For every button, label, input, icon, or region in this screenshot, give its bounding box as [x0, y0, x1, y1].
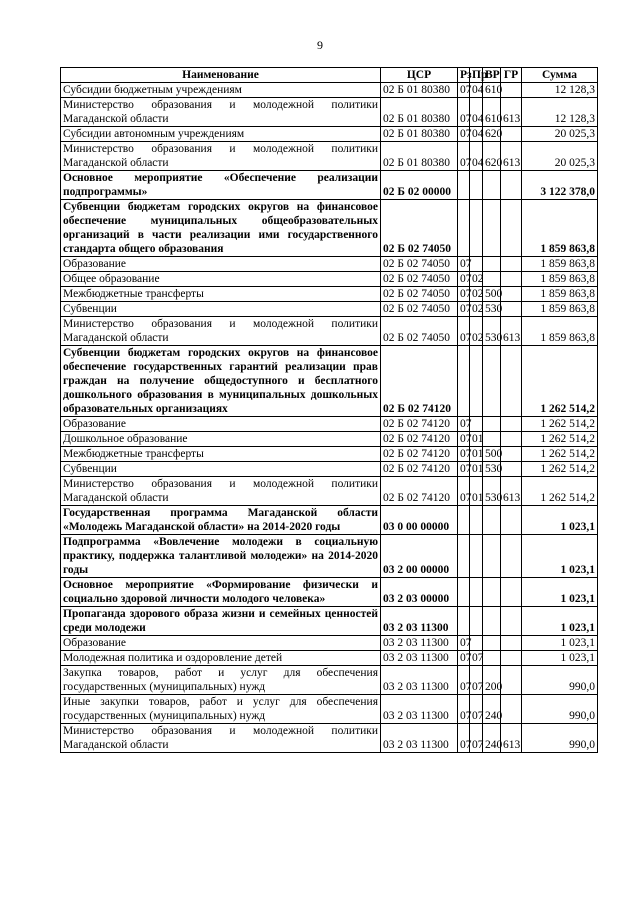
table-row	[61, 127, 598, 142]
table-row	[61, 171, 598, 200]
row-ministry-code	[501, 578, 522, 607]
row-expense-type-code	[483, 200, 501, 257]
row-expense-type-code	[483, 651, 501, 666]
row-section-code: 07	[458, 636, 470, 651]
row-expense-type-code	[483, 346, 501, 417]
table-row	[61, 83, 598, 98]
table-row	[61, 535, 598, 578]
row-amount: 1 023,1	[522, 651, 598, 666]
row-ministry-code	[501, 636, 522, 651]
row-amount: 1 023,1	[522, 607, 598, 636]
row-amount: 1 859 863,8	[522, 257, 598, 272]
row-amount: 20 025,3	[522, 142, 598, 171]
row-ministry-code	[501, 417, 522, 432]
row-amount: 1 859 863,8	[522, 287, 598, 302]
row-ministry-code	[501, 447, 522, 462]
row-csr-code: 02 Б 02 74050	[381, 257, 458, 272]
column-header-rz: Рз	[458, 68, 470, 83]
table-row	[61, 432, 598, 447]
row-expense-type-code: 530	[483, 462, 501, 477]
row-expense-type-code: 530	[483, 477, 501, 506]
row-expense-type-code: 530	[483, 302, 501, 317]
row-section-code	[458, 200, 470, 257]
row-expense-type-code: 500	[483, 287, 501, 302]
row-name: Субсидии бюджетным учреждениям	[61, 83, 381, 98]
row-csr-code: 03 2 03 11300	[381, 651, 458, 666]
row-subsection-code	[470, 578, 483, 607]
row-expense-type-code	[483, 607, 501, 636]
row-name: Министерство образования и молодежной политики Магаданской области	[61, 724, 381, 753]
row-amount: 1 859 863,8	[522, 302, 598, 317]
row-expense-type-code	[483, 417, 501, 432]
row-ministry-code: 613	[501, 317, 522, 346]
row-subsection-code: 01	[470, 447, 483, 462]
row-amount: 1 262 514,2	[522, 462, 598, 477]
row-section-code: 07	[458, 127, 470, 142]
row-amount: 990,0	[522, 695, 598, 724]
row-section-code: 07	[458, 477, 470, 506]
row-csr-code: 02 Б 01 80380	[381, 142, 458, 171]
column-header-pr: Пр	[470, 68, 483, 83]
row-section-code	[458, 346, 470, 417]
row-section-code	[458, 535, 470, 578]
row-ministry-code: 613	[501, 142, 522, 171]
table-row	[61, 578, 598, 607]
row-subsection-code: 04	[470, 142, 483, 171]
row-name: Межбюджетные трансферты	[61, 287, 381, 302]
row-name: Межбюджетные трансферты	[61, 447, 381, 462]
row-expense-type-code	[483, 171, 501, 200]
table-row	[61, 302, 598, 317]
row-expense-type-code	[483, 506, 501, 535]
row-ministry-code	[501, 302, 522, 317]
row-csr-code: 02 Б 01 80380	[381, 127, 458, 142]
row-subsection-code: 07	[470, 724, 483, 753]
row-section-code	[458, 607, 470, 636]
row-name: Пропаганда здорового образа жизни и семейных ценностей среди молодежи	[61, 607, 381, 636]
row-subsection-code: 01	[470, 477, 483, 506]
row-amount: 12 128,3	[522, 98, 598, 127]
row-expense-type-code: 610	[483, 83, 501, 98]
row-csr-code: 03 2 00 00000	[381, 535, 458, 578]
row-csr-code: 03 2 03 11300	[381, 666, 458, 695]
row-ministry-code	[501, 287, 522, 302]
row-amount: 12 128,3	[522, 83, 598, 98]
row-amount: 1 859 863,8	[522, 317, 598, 346]
table-row	[61, 200, 598, 257]
row-amount: 1 023,1	[522, 506, 598, 535]
row-csr-code: 02 Б 02 74120	[381, 477, 458, 506]
column-header-vr: ВР	[483, 68, 501, 83]
row-section-code: 07	[458, 447, 470, 462]
row-csr-code: 02 Б 02 74050	[381, 200, 458, 257]
row-expense-type-code: 240	[483, 724, 501, 753]
row-name: Министерство образования и молодежной политики Магаданской области	[61, 142, 381, 171]
row-csr-code: 02 Б 02 00000	[381, 171, 458, 200]
row-csr-code: 02 Б 02 74050	[381, 302, 458, 317]
row-expense-type-code	[483, 535, 501, 578]
row-section-code: 07	[458, 83, 470, 98]
row-subsection-code	[470, 200, 483, 257]
row-ministry-code	[501, 666, 522, 695]
column-header-csr: ЦСР	[381, 68, 458, 83]
row-subsection-code	[470, 607, 483, 636]
row-section-code: 07	[458, 257, 470, 272]
row-subsection-code: 07	[470, 695, 483, 724]
row-name: Министерство образования и молодежной политики Магаданской области	[61, 317, 381, 346]
row-amount: 1 023,1	[522, 578, 598, 607]
column-header-name: Наименование	[61, 68, 381, 83]
row-name: Дошкольное образование	[61, 432, 381, 447]
row-name: Основное мероприятие «Обеспечение реализации подпрограммы»	[61, 171, 381, 200]
table-row	[61, 272, 598, 287]
row-ministry-code	[501, 432, 522, 447]
row-name: Министерство образования и молодежной политики Магаданской области	[61, 98, 381, 127]
row-subsection-code: 07	[470, 651, 483, 666]
row-expense-type-code: 620	[483, 142, 501, 171]
table-header-row	[61, 68, 598, 83]
row-name: Субвенции бюджетам городских округов на финансовое обеспечение государственных гарантий реализации прав граждан на получение общедоступного и бесплатного дошкольного образования в муниципальных дошкольных образовательных организациях	[61, 346, 381, 417]
row-name: Молодежная политика и оздоровление детей	[61, 651, 381, 666]
row-name: Общее образование	[61, 272, 381, 287]
row-amount: 20 025,3	[522, 127, 598, 142]
row-section-code	[458, 578, 470, 607]
row-ministry-code	[501, 257, 522, 272]
row-expense-type-code	[483, 432, 501, 447]
row-name: Субвенции	[61, 462, 381, 477]
row-amount: 1 262 514,2	[522, 432, 598, 447]
row-ministry-code: 613	[501, 724, 522, 753]
row-section-code: 07	[458, 302, 470, 317]
row-subsection-code: 02	[470, 302, 483, 317]
row-csr-code: 02 Б 01 80380	[381, 83, 458, 98]
row-csr-code: 02 Б 02 74120	[381, 447, 458, 462]
row-csr-code: 03 2 03 11300	[381, 607, 458, 636]
row-section-code: 07	[458, 272, 470, 287]
row-subsection-code	[470, 171, 483, 200]
row-csr-code: 02 Б 02 74120	[381, 432, 458, 447]
row-ministry-code: 613	[501, 477, 522, 506]
row-name: Субсидии автономным учреждениям	[61, 127, 381, 142]
row-subsection-code: 04	[470, 83, 483, 98]
row-name: Министерство образования и молодежной политики Магаданской области	[61, 477, 381, 506]
row-subsection-code: 02	[470, 287, 483, 302]
table-row	[61, 666, 598, 695]
table-row	[61, 462, 598, 477]
row-expense-type-code	[483, 636, 501, 651]
row-section-code: 07	[458, 98, 470, 127]
row-csr-code: 02 Б 01 80380	[381, 98, 458, 127]
row-expense-type-code: 610	[483, 98, 501, 127]
row-csr-code: 03 2 03 00000	[381, 578, 458, 607]
row-amount: 1 859 863,8	[522, 272, 598, 287]
budget-table	[60, 67, 598, 753]
row-name: Основное мероприятие «Формирование физически и социально здоровой личности молодого человека»	[61, 578, 381, 607]
row-csr-code: 03 2 03 11300	[381, 636, 458, 651]
row-ministry-code	[501, 535, 522, 578]
row-expense-type-code: 500	[483, 447, 501, 462]
table-row	[61, 695, 598, 724]
row-amount: 1 023,1	[522, 636, 598, 651]
row-csr-code: 02 Б 02 74050	[381, 272, 458, 287]
row-ministry-code	[501, 462, 522, 477]
row-subsection-code	[470, 346, 483, 417]
row-name: Субвенции	[61, 302, 381, 317]
row-ministry-code	[501, 607, 522, 636]
row-name: Субвенции бюджетам городских округов на финансовое обеспечение муниципальных общеобразовательных организаций в части реализации ими государственного стандарта общего образования	[61, 200, 381, 257]
row-amount: 1 262 514,2	[522, 346, 598, 417]
column-header-gr: ГР	[501, 68, 522, 83]
row-section-code: 07	[458, 317, 470, 346]
row-subsection-code	[470, 506, 483, 535]
table-row	[61, 142, 598, 171]
row-amount: 1 262 514,2	[522, 417, 598, 432]
row-name: Закупка товаров, работ и услуг для обеспечения государственных (муниципальных) нужд	[61, 666, 381, 695]
row-expense-type-code: 620	[483, 127, 501, 142]
table-row	[61, 636, 598, 651]
row-section-code: 07	[458, 666, 470, 695]
row-csr-code: 02 Б 02 74120	[381, 462, 458, 477]
row-ministry-code	[501, 506, 522, 535]
row-ministry-code	[501, 272, 522, 287]
row-expense-type-code: 240	[483, 695, 501, 724]
row-ministry-code	[501, 83, 522, 98]
table-row	[61, 317, 598, 346]
table-row	[61, 346, 598, 417]
page-number: 9	[317, 38, 323, 52]
row-ministry-code	[501, 127, 522, 142]
row-subsection-code: 01	[470, 462, 483, 477]
row-ministry-code	[501, 171, 522, 200]
row-csr-code: 02 Б 02 74050	[381, 287, 458, 302]
table-row	[61, 477, 598, 506]
row-expense-type-code	[483, 578, 501, 607]
row-section-code: 07	[458, 432, 470, 447]
row-section-code: 07	[458, 142, 470, 171]
row-section-code	[458, 506, 470, 535]
row-name: Образование	[61, 417, 381, 432]
row-amount: 1 859 863,8	[522, 200, 598, 257]
row-section-code: 07	[458, 417, 470, 432]
row-name: Государственная программа Магаданской области «Молодежь Магаданской области» на 2014-2020 годы	[61, 506, 381, 535]
row-section-code: 07	[458, 651, 470, 666]
row-csr-code: 03 2 03 11300	[381, 724, 458, 753]
row-expense-type-code	[483, 257, 501, 272]
row-expense-type-code: 530	[483, 317, 501, 346]
row-ministry-code	[501, 695, 522, 724]
row-section-code: 07	[458, 462, 470, 477]
row-amount: 1 262 514,2	[522, 477, 598, 506]
row-subsection-code: 04	[470, 98, 483, 127]
row-name: Образование	[61, 257, 381, 272]
row-section-code: 07	[458, 695, 470, 724]
table-row	[61, 651, 598, 666]
row-amount: 1 023,1	[522, 535, 598, 578]
table-row	[61, 98, 598, 127]
row-section-code: 07	[458, 724, 470, 753]
row-name: Подпрограмма «Вовлечение молодежи в социальную практику, поддержка талантливой молодежи» на 2014-2020 годы	[61, 535, 381, 578]
row-subsection-code: 02	[470, 317, 483, 346]
table-row	[61, 506, 598, 535]
row-ministry-code	[501, 200, 522, 257]
table-row	[61, 417, 598, 432]
table-body	[61, 83, 598, 753]
row-ministry-code	[501, 346, 522, 417]
row-csr-code: 03 0 00 00000	[381, 506, 458, 535]
table-row	[61, 724, 598, 753]
row-subsection-code: 02	[470, 272, 483, 287]
row-amount: 1 262 514,2	[522, 447, 598, 462]
table-row	[61, 257, 598, 272]
row-csr-code: 02 Б 02 74120	[381, 346, 458, 417]
row-name: Иные закупки товаров, работ и услуг для обеспечения государственных (муниципальных) нужд	[61, 695, 381, 724]
row-subsection-code: 04	[470, 127, 483, 142]
row-section-code: 07	[458, 287, 470, 302]
row-amount: 990,0	[522, 666, 598, 695]
table-row	[61, 607, 598, 636]
row-amount: 990,0	[522, 724, 598, 753]
table-row	[61, 447, 598, 462]
row-amount: 3 122 378,0	[522, 171, 598, 200]
row-csr-code: 02 Б 02 74050	[381, 317, 458, 346]
row-subsection-code: 07	[470, 666, 483, 695]
row-section-code	[458, 171, 470, 200]
row-csr-code: 02 Б 02 74120	[381, 417, 458, 432]
column-header-sum: Сумма	[522, 68, 598, 83]
row-expense-type-code: 200	[483, 666, 501, 695]
row-ministry-code	[501, 651, 522, 666]
row-expense-type-code	[483, 272, 501, 287]
row-subsection-code: 01	[470, 432, 483, 447]
row-ministry-code: 613	[501, 98, 522, 127]
row-name: Образование	[61, 636, 381, 651]
row-subsection-code	[470, 535, 483, 578]
row-csr-code: 03 2 03 11300	[381, 695, 458, 724]
table-row	[61, 287, 598, 302]
